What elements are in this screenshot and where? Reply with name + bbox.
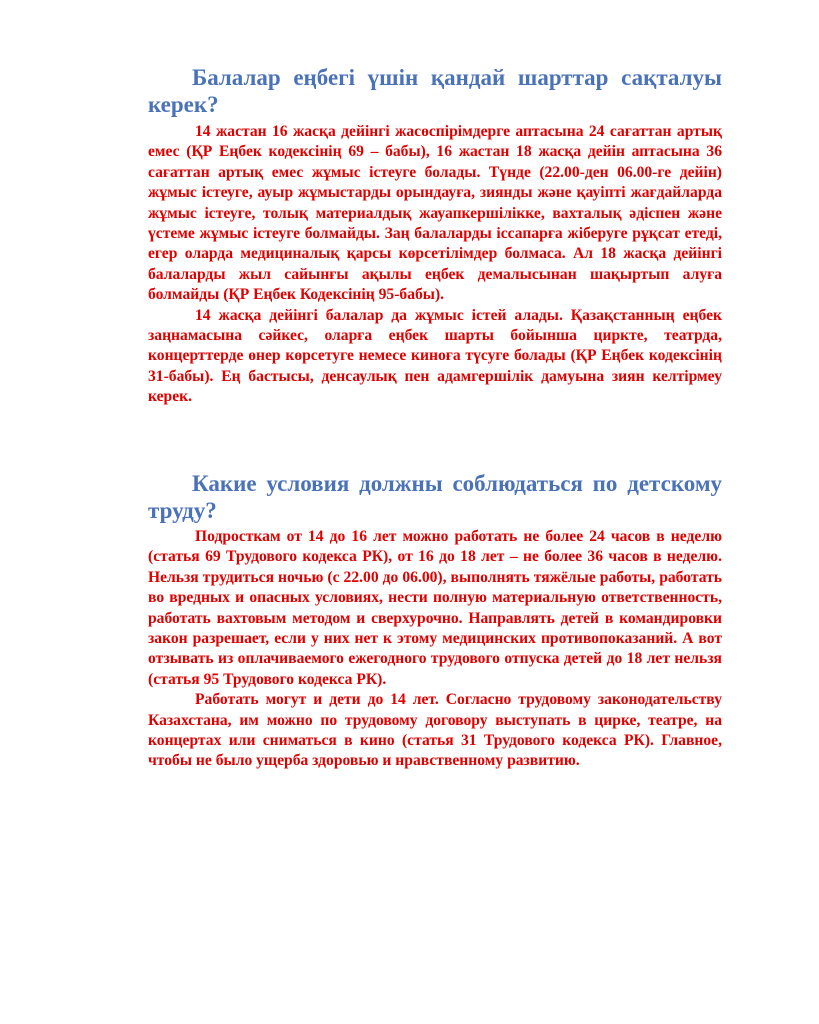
kazakh-paragraph-1: 14 жастан 16 жасқа дейінгі жасөспірімдерге аптасына 24 сағаттан артық емес (ҚР Еңбек кодексінің 69 – бабы), 16 жастан 18 жасқа дейін аптасына 36 сағаттан артық емес жұмыс істеуге болады. Түнде (22.00-ден 06.00-ге дейін) жұмыс істеуге, ауыр жұмыстарды орындауға, зиянды және қауіпті жағдайларда жұмыс істеуге, толық материалдық жауапкершілікке, вахталық әдіспен және үстеме жұмыс істеуге болмайды. Заң балаларды іссапарға жіберуге рұқсат етеді, егер оларда медициналық қарсы көрсетілімдер болмаса. Ал 18 жасқа дейінгі балаларды жыл сайынғы ақылы еңбек демалысынан шақыртып алуға болмайды (ҚР Еңбек Кодексінің 95-бабы). <box>148 123 722 304</box>
russian-section <box>148 470 722 772</box>
russian-heading: Какие условия должны соблюдаться по детскому труду? <box>148 471 722 523</box>
russian-paragraph-2: Работать могут и дети до 14 лет. Согласно трудовому законодательству Казахстана, им можно по трудовому договору выступать в цирке, театре, на концертах или сниматься в кино (статья 31 Трудового кодекса РК). Главное, чтобы не было ущерба здоровью и нравственному развитию. <box>148 691 722 770</box>
russian-paragraph-1: Подросткам от 14 до 16 лет можно работать не более 24 часов в неделю (статья 69 Трудового кодекса РК), от 16 до 18 лет – не более 36 часов в неделю. Нельзя трудиться ночью (с 22.00 до 06.00), выполнять тяжёлые работы, работать во вредных и опасных условиях, нести полную материальную ответственность, работать вахтовым методом и сверхурочно. Направлять детей в командировки закон разрешает, если у них нет к этому медицинских противопоказаний. А вот отзывать из оплачиваемого ежегодного трудового отпуска детей до 18 лет нельзя (статья 95 Трудового кодекса РК). <box>148 528 722 688</box>
kazakh-paragraph-2: 14 жасқа дейінгі балалар да жұмыс істей алады. Қазақстанның еңбек заңнамасына сәйкес, оларға еңбек шарты бойынша циркте, театрда, концерттерде өнер көрсетуге немесе киноға түсуге болады (ҚР Еңбек кодексінің 31-бабы). Ең бастысы, денсаулық пен адамгершілік дамуына зиян келтірмеу керек. <box>148 306 722 406</box>
kazakh-section <box>148 64 722 408</box>
kazakh-heading: Балалар еңбегі үшін қандай шарттар сақталуы керек? <box>148 65 722 117</box>
